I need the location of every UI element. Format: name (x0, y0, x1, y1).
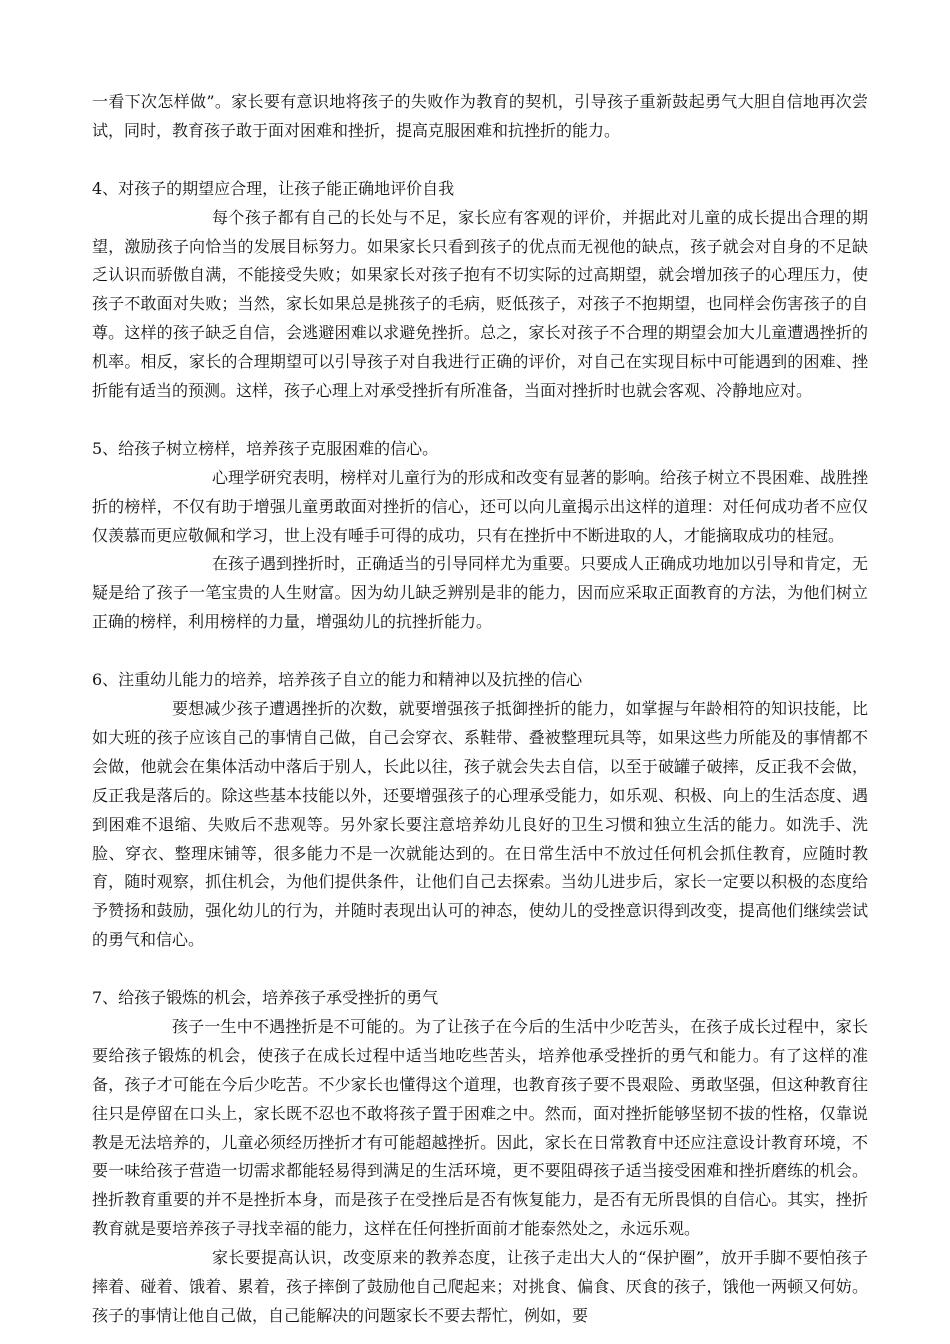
section-5-paragraph-2: 在孩子遇到挫折时，正确适当的引导同样尤为重要。只要成人正确成功地加以引导和肯定，无疑是给了孩子一笔宝贵的人生财富。因为幼儿缺乏辨别是非的能力，因而应采取正面教育的方法，为他们树立正确的榜样，利用榜样的力量，增强幼儿的抗挫折能力。 (92, 554, 869, 632)
section-6-heading: 6、注重幼儿能力的培养，培养孩子自立的能力和精神以及抗挫的信心 (92, 670, 583, 690)
section-gap (92, 955, 868, 984)
intro-paragraph: 一看下次怎样做”。家长要有意识地将孩子的失败作为教育的契机，引导孩子重新鼓起勇气大胆自信地再次尝试，同时，教育孩子敢于面对困难和挫折，提高克服困难和抗挫折的能力。 (92, 92, 868, 140)
section-6-paragraph-1: 要想减少孩子遭遇挫折的次数，就要增强孩子抵御挫折的能力，如掌握与年龄相符的知识技能，比如大班的孩子应该自己的事情自己做，自己会穿衣、系鞋带、叠被整理玩具等，如果这些力所能及的事情都不会做，他就会在集体活动中落后于别人，长此以往，孩子就会失去自信，以至于破罐子破摔，反正我不会做，反正我是落后的。除这些基本技能以外，还要增强孩子的心理承受能力，如乐观、积极、向上的生活态度、遇到困难不退缩、失败后不悲观等。另外家长要注意培养幼儿良好的卫生习惯和独立生活的能力。如洗手、洗脸、穿衣、整理床铺等，很多能力不是一次就能达到的。在日常生活中不放过任何机会抓住教育，应随时教育，随时观察，抓住机会，为他们提供条件，让他们自己去探索。当幼儿进步后，家长一定要以积极的态度给予赞扬和鼓励，强化幼儿的行为，并随时表现出认可的神态，使幼儿的受挫意识得到改变，提高他们继续尝试的勇气和信心。 (92, 698, 868, 950)
section-4-heading: 4、对孩子的期望应合理，让孩子能正确地评价自我 (92, 178, 455, 198)
section-7-paragraph-2: 家长要提高认识，改变原来的教养态度，让孩子走出大人的“保护圈”，放开手脚不要怕孩子摔着、碰着、饿着、累着，孩子摔倒了鼓励他自己爬起来；对挑食、偏食、厌食的孩子，饿他一两顿又何妨。孩子的事情让他自己做，自己能解决的问题家长不要去帮忙，例如，要 (92, 1248, 868, 1325)
section-gap (92, 146, 868, 175)
section-gap (92, 637, 868, 666)
section-gap (92, 406, 868, 435)
section-5-heading: 5、给孩子树立榜样，培养孩子克服困难的信心。 (92, 438, 439, 458)
section-4-paragraph-1: 每个孩子都有自己的长处与不足，家长应有客观的评价，并据此对儿童的成长提出合理的期望，激励孩子向恰当的发展目标努力。如果家长只看到孩子的优点而无视他的缺点，孩子就会对自身的不足缺乏认识而骄傲自满，不能接受失败；如果家长对孩子抱有不切实际的过高期望，就会增加孩子的心理压力，使孩子不敢面对失败；当然，家长如果总是挑孩子的毛病，贬低孩子，对孩子不抱期望，也同样会伤害孩子的自尊。这样的孩子缺乏自信，会逃避困难以求避免挫折。总之，家长对孩子不合理的期望会加大儿童遭遇挫折的机率。相反，家长的合理期望可以引导孩子对自我进行正确的评价，对自己在实现目标中可能遇到的困难、挫折能有适当的预测。这样，孩子心理上对承受挫折有所准备，当面对挫折时也就会客观、冷静地应对。 (92, 207, 868, 401)
section-7-heading: 7、给孩子锻炼的机会，培养孩子承受挫折的勇气 (92, 988, 439, 1008)
section-5-paragraph-1: 心理学研究表明，榜样对儿童行为的形成和改变有显著的影响。给孩子树立不畏困难、战胜挫折的榜样，不仅有助于增强儿童勇敢面对挫折的信心，还可以向儿童揭示出这样的道理：对任何成功者不应仅仅羡慕而更应敬佩和学习，世上没有唾手可得的成功，只有在挫折中不断进取的人，才能摘取成功的桂冠。 (92, 467, 869, 545)
document-page (92, 88, 868, 1331)
section-7-paragraph-1: 孩子一生中不遇挫折是不可能的。为了让孩子在今后的生活中少吃苦头，在孩子成长过程中，家长要给孩子锻炼的机会，使孩子在成长过程中适当地吃些苦头，培养他承受挫折的勇气和能力。有了这样的准备，孩子才可能在今后少吃苦。不少家长也懂得这个道理，也教育孩子要不畏艰险、勇敢坚强，但这种教育往往只是停留在口头上，家长既不忍也不敢将孩子置于困难之中。然而，面对挫折能够坚韧不拔的性格，仅靠说教是无法培养的，儿童必须经历挫折才有可能超越挫折。因此，家长在日常教育中还应注意设计教育环境，不要一味给孩子营造一切需求都能轻易得到满足的生活环境，更不要阻碍孩子适当接受困难和挫折磨练的机会。挫折教育重要的并不是挫折本身，而是孩子在受挫后是否有恢复能力，是否有无所畏惧的自信心。其实，挫折教育就是要培养孩子寻找幸福的能力，这样在任何挫折面前才能泰然处之，永远乐观。 (92, 1016, 868, 1239)
